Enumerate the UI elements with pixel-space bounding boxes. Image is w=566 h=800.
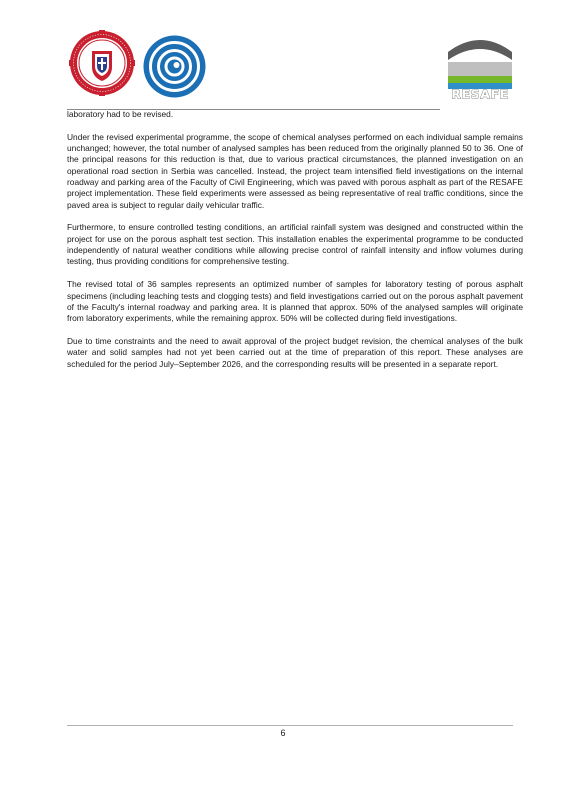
resafe-logo-text: RESAFE bbox=[451, 86, 509, 100]
resafe-logo-icon bbox=[446, 30, 514, 100]
page-number: 6 bbox=[280, 728, 286, 738]
paragraph-revised-programme: Under the revised experimental programme, the scope of chemical analyses performed on each individual sample remains unchanged; however, the total number of analysed samples has been reduced from the originally planned 50 to 36. One of the principal reasons for this reduction is that, due to various practical circumstances, the planned investigation on an operational road section in Serbia was cancelled. Instead, the project team intensified field investigations on the internal roadway and parking area of the Faculty of Civil Engineering, which was paved with porous asphalt as part of the RESAFE project implementation. These field experiments were assessed as being representative of real traffic conditions, since the paved area is subject to regular daily vehicular traffic. bbox=[67, 131, 523, 210]
paragraph-time-constraints: Due to time constraints and the need to await approval of the project budget revision, the chemical analyses of the bulk water and solid samples had not yet been carried out at the time of preparation of this report. These analyses are scheduled for the period July–September 2026, and the corresponding results will be presented in a separate report. bbox=[67, 335, 523, 369]
paragraph-continuation: laboratory had to be revised. bbox=[67, 109, 174, 119]
paragraph-sample-total: The revised total of 36 samples represents an optimized number of samples for laboratory testing of porous asphalt specimens (including leaching tests and clogging tests) and field investigations carried out on the porous asphalt pavement of the Faculty's internal roadway and parking area. It is planned that approx. 50% of the analysed samples will originate from laboratory experiments, while the remaining approx. 50% will be collected during field investigations. bbox=[67, 279, 523, 324]
university-seal-icon bbox=[68, 29, 136, 97]
footer-divider bbox=[67, 725, 513, 726]
document-body bbox=[67, 109, 523, 381]
blue-circle-logo-icon bbox=[143, 35, 206, 98]
paragraph-rainfall-system: Furthermore, to ensure controlled testing conditions, an artificial rainfall system was designed and constructed within the project for use on the porous asphalt test section. This installation enables the experimental programme to be conducted independently of natural weather conditions while allowing precise control of rainfall intensity and inflow volumes during testing, thus providing conditions for comprehensive testing. bbox=[67, 222, 523, 267]
